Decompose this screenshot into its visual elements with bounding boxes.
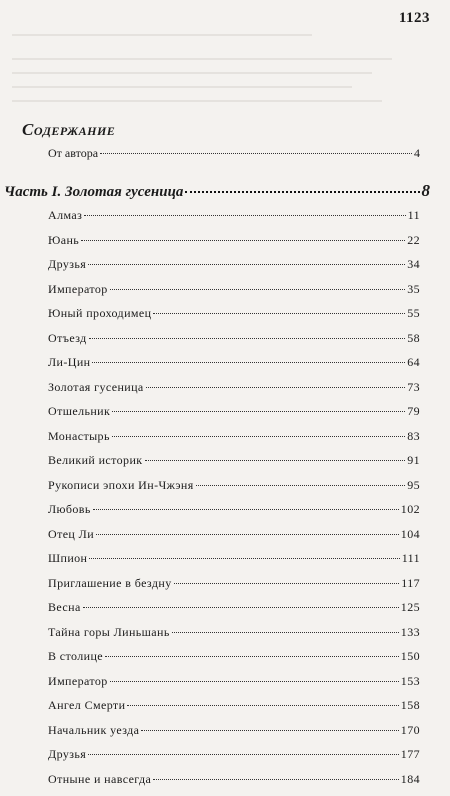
dot-leader: [88, 754, 399, 755]
toc-entry-label: Монастырь: [48, 429, 110, 444]
chapter-list: [48, 208, 420, 796]
toc-entry[interactable]: [48, 576, 420, 601]
toc-entry[interactable]: [48, 698, 420, 723]
dot-leader: [93, 509, 399, 510]
toc-entry-page: 83: [407, 429, 420, 444]
toc-entry-label: Отныне и навсегда: [48, 772, 151, 787]
toc-entry-label: Друзья: [48, 747, 86, 762]
toc-entry-label: Юный проходимец: [48, 306, 151, 321]
toc-entry[interactable]: [48, 502, 420, 527]
toc-entry-page: 95: [407, 478, 420, 493]
toc-entry[interactable]: [48, 649, 420, 674]
dot-leader: [172, 632, 399, 633]
toc-entry-label: Шпион: [48, 551, 87, 566]
dot-leader: [88, 264, 405, 265]
dot-leader: [81, 240, 405, 241]
toc-entry-author[interactable]: [48, 146, 420, 161]
dot-leader: [92, 362, 405, 363]
toc-entry-page: 73: [407, 380, 420, 395]
toc-entry-part[interactable]: [4, 181, 430, 201]
toc-entry-label: Отъезд: [48, 331, 87, 346]
toc-entry[interactable]: [48, 282, 420, 307]
dot-leader: [100, 153, 412, 154]
part-title: Часть I. Золотая гусеница: [4, 184, 183, 201]
toc-entry-label: Весна: [48, 600, 81, 615]
toc-entry[interactable]: [48, 747, 420, 772]
dot-leader: [110, 681, 399, 682]
dot-leader: [84, 215, 405, 216]
toc-entry-page: 150: [401, 649, 420, 664]
part-page: 8: [422, 181, 431, 201]
toc-entry-label: Отец Ли: [48, 527, 94, 542]
toc-entry-page: 11: [408, 208, 420, 223]
dot-leader: [110, 289, 405, 290]
toc-entry-label: Отшельник: [48, 404, 110, 419]
toc-entry-page: 177: [401, 747, 420, 762]
toc-entry-page: 117: [401, 576, 420, 591]
toc-entry[interactable]: [48, 453, 420, 478]
toc-entry-label: Ли-Цин: [48, 355, 90, 370]
toc-entry[interactable]: [48, 723, 420, 748]
toc-entry[interactable]: [48, 551, 420, 576]
toc-entry-page: 22: [407, 233, 420, 248]
dot-leader: [83, 607, 399, 608]
toc-entry-page: 102: [401, 502, 420, 517]
toc-entry-label: Великий историк: [48, 453, 143, 468]
toc-entry-label: Рукописи эпохи Ин-Чжэня: [48, 478, 194, 493]
toc-entry[interactable]: [48, 625, 420, 650]
toc-entry-page: 125: [401, 600, 420, 615]
dot-leader: [105, 656, 399, 657]
toc-entry-page: 79: [407, 404, 420, 419]
toc-entry-label: Император: [48, 674, 108, 689]
toc-entry-page: 158: [401, 698, 420, 713]
toc-entry-page: 153: [401, 674, 420, 689]
toc-entry-label: Император: [48, 282, 108, 297]
toc-entry[interactable]: [48, 355, 420, 380]
toc-entry[interactable]: [48, 257, 420, 282]
toc-entry[interactable]: [48, 429, 420, 454]
toc-entry-label: Начальник уезда: [48, 723, 139, 738]
toc-entry-page: 170: [401, 723, 420, 738]
toc-entry-label: Друзья: [48, 257, 86, 272]
toc-entry[interactable]: [48, 208, 420, 233]
toc-entry-label: Приглашение в бездну: [48, 576, 172, 591]
toc-entry[interactable]: [48, 478, 420, 503]
toc-entry-page: 111: [402, 551, 420, 566]
dot-leader: [174, 583, 400, 584]
toc-entry-label: Ангел Смерти: [48, 698, 125, 713]
dot-leader: [141, 730, 398, 731]
toc-heading: Содержание: [22, 120, 115, 140]
toc-entry-label: Любовь: [48, 502, 91, 517]
dot-leader: [153, 779, 399, 780]
dot-leader: [185, 191, 419, 193]
dot-leader: [145, 460, 406, 461]
toc-entry[interactable]: [48, 306, 420, 331]
dot-leader: [153, 313, 405, 314]
toc-entry-label: Тайна горы Линьшань: [48, 625, 170, 640]
toc-entry-page: 35: [407, 282, 420, 297]
toc-entry-label: Юань: [48, 233, 79, 248]
toc-entry-page: 91: [407, 453, 420, 468]
toc-entry-label: От автора: [48, 146, 98, 161]
toc-entry[interactable]: [48, 772, 420, 796]
toc-entry-page: 58: [407, 331, 420, 346]
dot-leader: [146, 387, 406, 388]
toc-entry-page: 184: [401, 772, 420, 787]
toc-entry-page: 104: [401, 527, 420, 542]
toc-entry[interactable]: [48, 331, 420, 356]
toc-entry[interactable]: [48, 600, 420, 625]
toc-entry-page: 34: [407, 257, 420, 272]
dot-leader: [96, 534, 399, 535]
dot-leader: [112, 436, 405, 437]
toc-entry-page: 4: [414, 146, 420, 161]
toc-entry[interactable]: [48, 233, 420, 258]
dot-leader: [112, 411, 405, 412]
dot-leader: [89, 338, 406, 339]
dot-leader: [127, 705, 398, 706]
toc-entry[interactable]: [48, 527, 420, 552]
dot-leader: [89, 558, 399, 559]
toc-entry-page: 55: [407, 306, 420, 321]
toc-entry-label: Золотая гусеница: [48, 380, 144, 395]
toc-entry-label: Алмаз: [48, 208, 82, 223]
page-number: 1123: [399, 10, 430, 27]
dot-leader: [196, 485, 406, 486]
toc-entry-page: 64: [407, 355, 420, 370]
toc-entry-page: 133: [401, 625, 420, 640]
toc-entry[interactable]: [48, 404, 420, 429]
toc-entry-label: В столице: [48, 649, 103, 664]
toc-entry[interactable]: [48, 380, 420, 405]
